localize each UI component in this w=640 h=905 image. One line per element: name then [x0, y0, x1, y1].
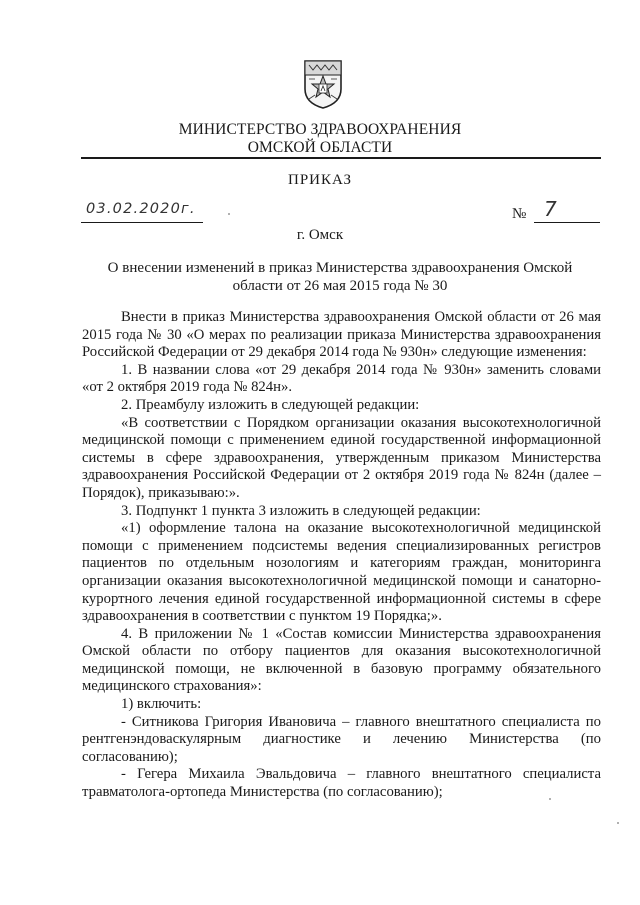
- city: г. Омск: [296, 227, 344, 243]
- body-paragraph: 3. Подпункт 1 пункта 3 изложить в следующей редакции:: [121, 502, 481, 519]
- subject-line-1: О внесении изменений в приказ Министерства здравоохранения Омской: [107, 260, 573, 276]
- body-paragraph: 1. В названии слова «от 29 декабря 2014 года № 930н» заменить словами «от 2 октября 2019 года № 824н».: [82, 361, 601, 396]
- ministry-line-2: ОМСКОЙ ОБЛАСТИ: [247, 139, 393, 156]
- order-number-label: №: [512, 206, 527, 222]
- date-underline: [81, 222, 203, 223]
- body-paragraph: 1) включить:: [121, 696, 202, 713]
- scan-speck: [549, 798, 551, 800]
- ministry-name: [0, 121, 640, 157]
- order-date: 03.02.2020г.: [86, 201, 196, 217]
- scan-speck: [228, 213, 230, 215]
- order-number: 7: [544, 197, 557, 221]
- ministry-line-1: МИНИСТЕРСТВО ЗДРАВООХРАНЕНИЯ: [178, 121, 462, 138]
- number-underline: [534, 222, 600, 223]
- body-paragraph: «В соответствии с Порядком организации оказания высокотехнологичной медицинской помощи с применением единой государственной информационной системы в сфере здравоохранения, утвержденным приказом Министерства здравоохранения Российской Федерации от 2 октября 2019 года № 824н (далее – Порядок), приказываю:».: [82, 414, 601, 501]
- subject-line-2: области от 26 мая 2015 года № 30: [232, 278, 448, 294]
- body-paragraph: - Гегера Михаила Эвальдовича – главного внештатного специалиста травматолога-ортопеда Министерства (по согласованию);: [82, 766, 601, 801]
- body-paragraph: - Ситникова Григория Ивановича – главного внештатного специалиста по рентгенэндоваскулярным диагностике и лечению Министерства (по согласованию);: [82, 713, 601, 765]
- coat-of-arms-emblem: [301, 57, 345, 111]
- scan-speck: [617, 822, 619, 824]
- body-paragraph: 4. В приложении № 1 «Состав комиссии Министерства здравоохранения Омской области по отбору пациентов для оказания высокотехнологичной медицинской помощи, не включенной в базовую программу обязательного медицинского страхования»:: [82, 625, 601, 695]
- body-paragraph: Внести в приказ Министерства здравоохранения Омской области от 26 мая 2015 года № 30 «О мерах по реализации приказа Министерства здравоохранения Российской Федерации от 29 декабря 2014 года № 930н» следующие изменения:: [82, 309, 601, 361]
- order-subject: [90, 259, 590, 295]
- header-divider: [81, 157, 601, 159]
- order-body: [82, 309, 601, 802]
- body-paragraph: «1) оформление талона на оказание высокотехнологичной медицинской помощи с применением подсистемы ведения специализированных регистров пациентов по отдельным нозологиям и категориям граждан, мониторинга организации оказания высокотехнологичной медицинской помощи и санаторно-курортного лечения единой государственной информационной системы в сфере здравоохранения в соответствии с пунктом 19 Порядка;».: [82, 520, 601, 625]
- body-paragraph: 2. Преамбулу изложить в следующей редакции:: [121, 396, 420, 413]
- order-title: ПРИКАЗ: [288, 172, 352, 188]
